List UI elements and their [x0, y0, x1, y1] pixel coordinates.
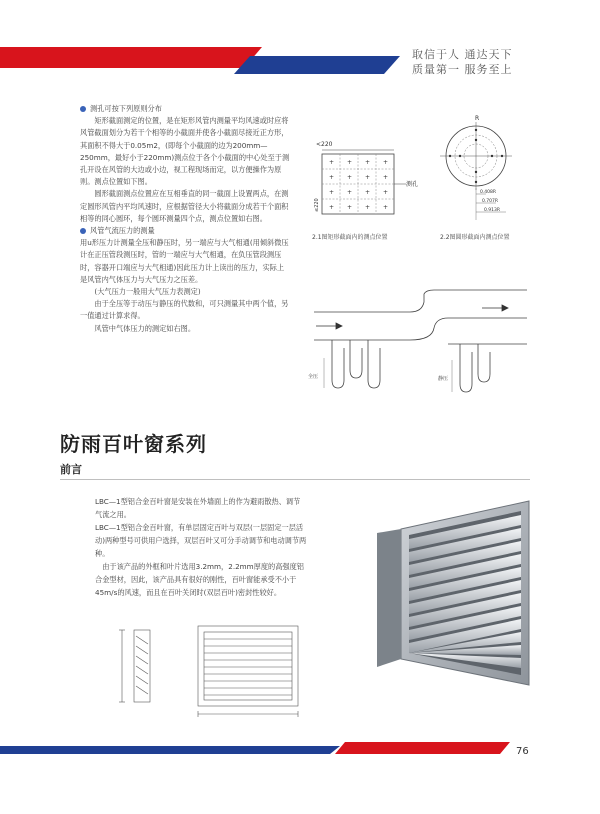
svg-text:+: +	[383, 189, 389, 196]
circle-dim-3: 0.913R	[484, 208, 501, 213]
paragraph-calc: 由于全压等于动压与静压的代数和，可只测量其中两个值，另一值通过计算求得。	[80, 299, 289, 321]
preface-paragraph-2: LBC—1型铝合金百叶窗，有单层固定百叶与双层(一层固定一层活动)两种型号可供用户选择，双层百叶又可分手动调节和电动调节两种。	[95, 523, 307, 558]
rect-grid-diagram	[302, 138, 422, 228]
pressure-gauge-diagram	[302, 288, 532, 400]
header-red-stripe	[0, 47, 262, 68]
duct-left	[314, 290, 434, 340]
bullet-item-2	[80, 225, 290, 237]
svg-text:+: +	[329, 174, 335, 181]
flow-arrows	[316, 305, 508, 329]
louver-product-photo	[377, 499, 537, 687]
louver-side-section	[119, 630, 150, 702]
svg-text:+: +	[347, 189, 353, 196]
u-tubes-right	[460, 344, 490, 392]
pressure-left-label: 全压	[308, 374, 319, 380]
bullet-2-text: 风管气流压力的测量	[90, 226, 155, 236]
svg-text:+: +	[383, 174, 389, 181]
circle-section-diagram	[428, 110, 528, 222]
page-number: 76	[516, 746, 529, 757]
measurement-text	[80, 103, 290, 335]
section-divider	[60, 479, 530, 480]
svg-text:+: +	[365, 204, 371, 211]
svg-text:+: +	[365, 174, 371, 181]
svg-text:+: +	[329, 159, 335, 166]
paragraph-atmos: (大气压力一般用大气压力表测定)	[94, 287, 201, 297]
louver-front-view	[198, 626, 298, 717]
svg-text:+: +	[329, 189, 335, 196]
paragraph-round-measure: 圆形截面测点位置应在互相垂直的同一截面上设置两点，在测定圆形风管内平均风速时，应根据管径大小将截面分成若干个面积相等的同心圆环，每个圆环测量四个点，测点位置如右图。	[80, 189, 289, 223]
u-tubes-left	[332, 340, 380, 388]
slogan-line-2: 质量第一 服务至上	[412, 63, 513, 76]
paragraph-pressure: 用u形压力计测量全压和静压时，另一端应与大气相通(用倾斜微压计在正压管段测压时，管的一端应与大气相通，在负压管段测压时，容器开口端应与大气相通)因此压力计上读出的压力，实际上是风管内气体压力与大气压力之压差。	[80, 238, 289, 284]
svg-text:+: +	[347, 204, 353, 211]
paragraph-figure-ref: 风管中气体压力的测定如右图。	[94, 323, 196, 333]
bullet-dot-icon	[80, 228, 86, 234]
rect-side-dim-label: ≤220	[314, 198, 320, 212]
bullet-dot-icon	[80, 106, 86, 112]
duct-right	[434, 290, 527, 344]
fig2-caption: 2.2图圆形截面内测点位置	[440, 234, 510, 241]
louver-technical-drawing	[112, 622, 312, 720]
svg-text:+: +	[383, 204, 389, 211]
section-title: 防雨百叶窗系列	[60, 432, 207, 456]
slogan-line-1: 取信于人 通达天下	[412, 48, 513, 61]
slogan	[412, 47, 513, 77]
section-subtitle: 前言	[60, 463, 82, 476]
circle-dim-1: 0.408R	[480, 190, 497, 195]
footer-blue-stripe	[0, 746, 340, 754]
preface-paragraph-3: 由于该产品的外框和叶片选用3.2mm，2.2mm厚度的高强度铝合金型材，因此，该产品具有很好的刚性，百叶窗能承受不小于45m/s的风速，而且在百叶关闭时(双层百叶)密封性较好。	[95, 562, 304, 597]
fig1-caption: 2.1图矩形截面内的测点位置	[312, 234, 388, 241]
footer-red-stripe	[335, 742, 510, 754]
bullet-1-text: 测孔可按下列原则分布	[90, 104, 162, 113]
paragraph-rect-measure: 矩形截面测定的位置，是在矩形风管内测量平均风速或时应将风管截面划分为若干个相等的小截面并使各小截面尽接近正方形，其面积不得大于0.05m2，(即每个小截面的边为200mm—250mm，最好小于220mm)测点位于各个小截面的中心处至于测孔开设在风管的大边或小边，视工程现场而定，以方便操作为原则。测点位置如下图。	[80, 116, 290, 187]
circle-r-label: R	[475, 115, 480, 122]
svg-text:+: +	[347, 159, 353, 166]
svg-text:+: +	[329, 204, 335, 211]
pressure-right-label: 静压	[438, 376, 449, 382]
rect-top-dim-label: <220	[316, 141, 333, 148]
svg-text:+: +	[365, 159, 371, 166]
svg-text:+: +	[347, 174, 353, 181]
footer-stripes	[0, 740, 600, 770]
svg-text:+: +	[383, 159, 389, 166]
header-blue-stripe	[234, 56, 400, 74]
preface-text	[95, 495, 307, 599]
bullet-item-1	[80, 103, 290, 115]
rect-hole-label: 测孔	[406, 181, 419, 188]
circle-dim-2: 0.707R	[482, 199, 499, 204]
preface-paragraph-1: LBC—1型铝合金百叶窗是安装在外墙面上的作为避雨散热、调节气流之用。	[95, 497, 301, 519]
svg-text:+: +	[365, 189, 371, 196]
